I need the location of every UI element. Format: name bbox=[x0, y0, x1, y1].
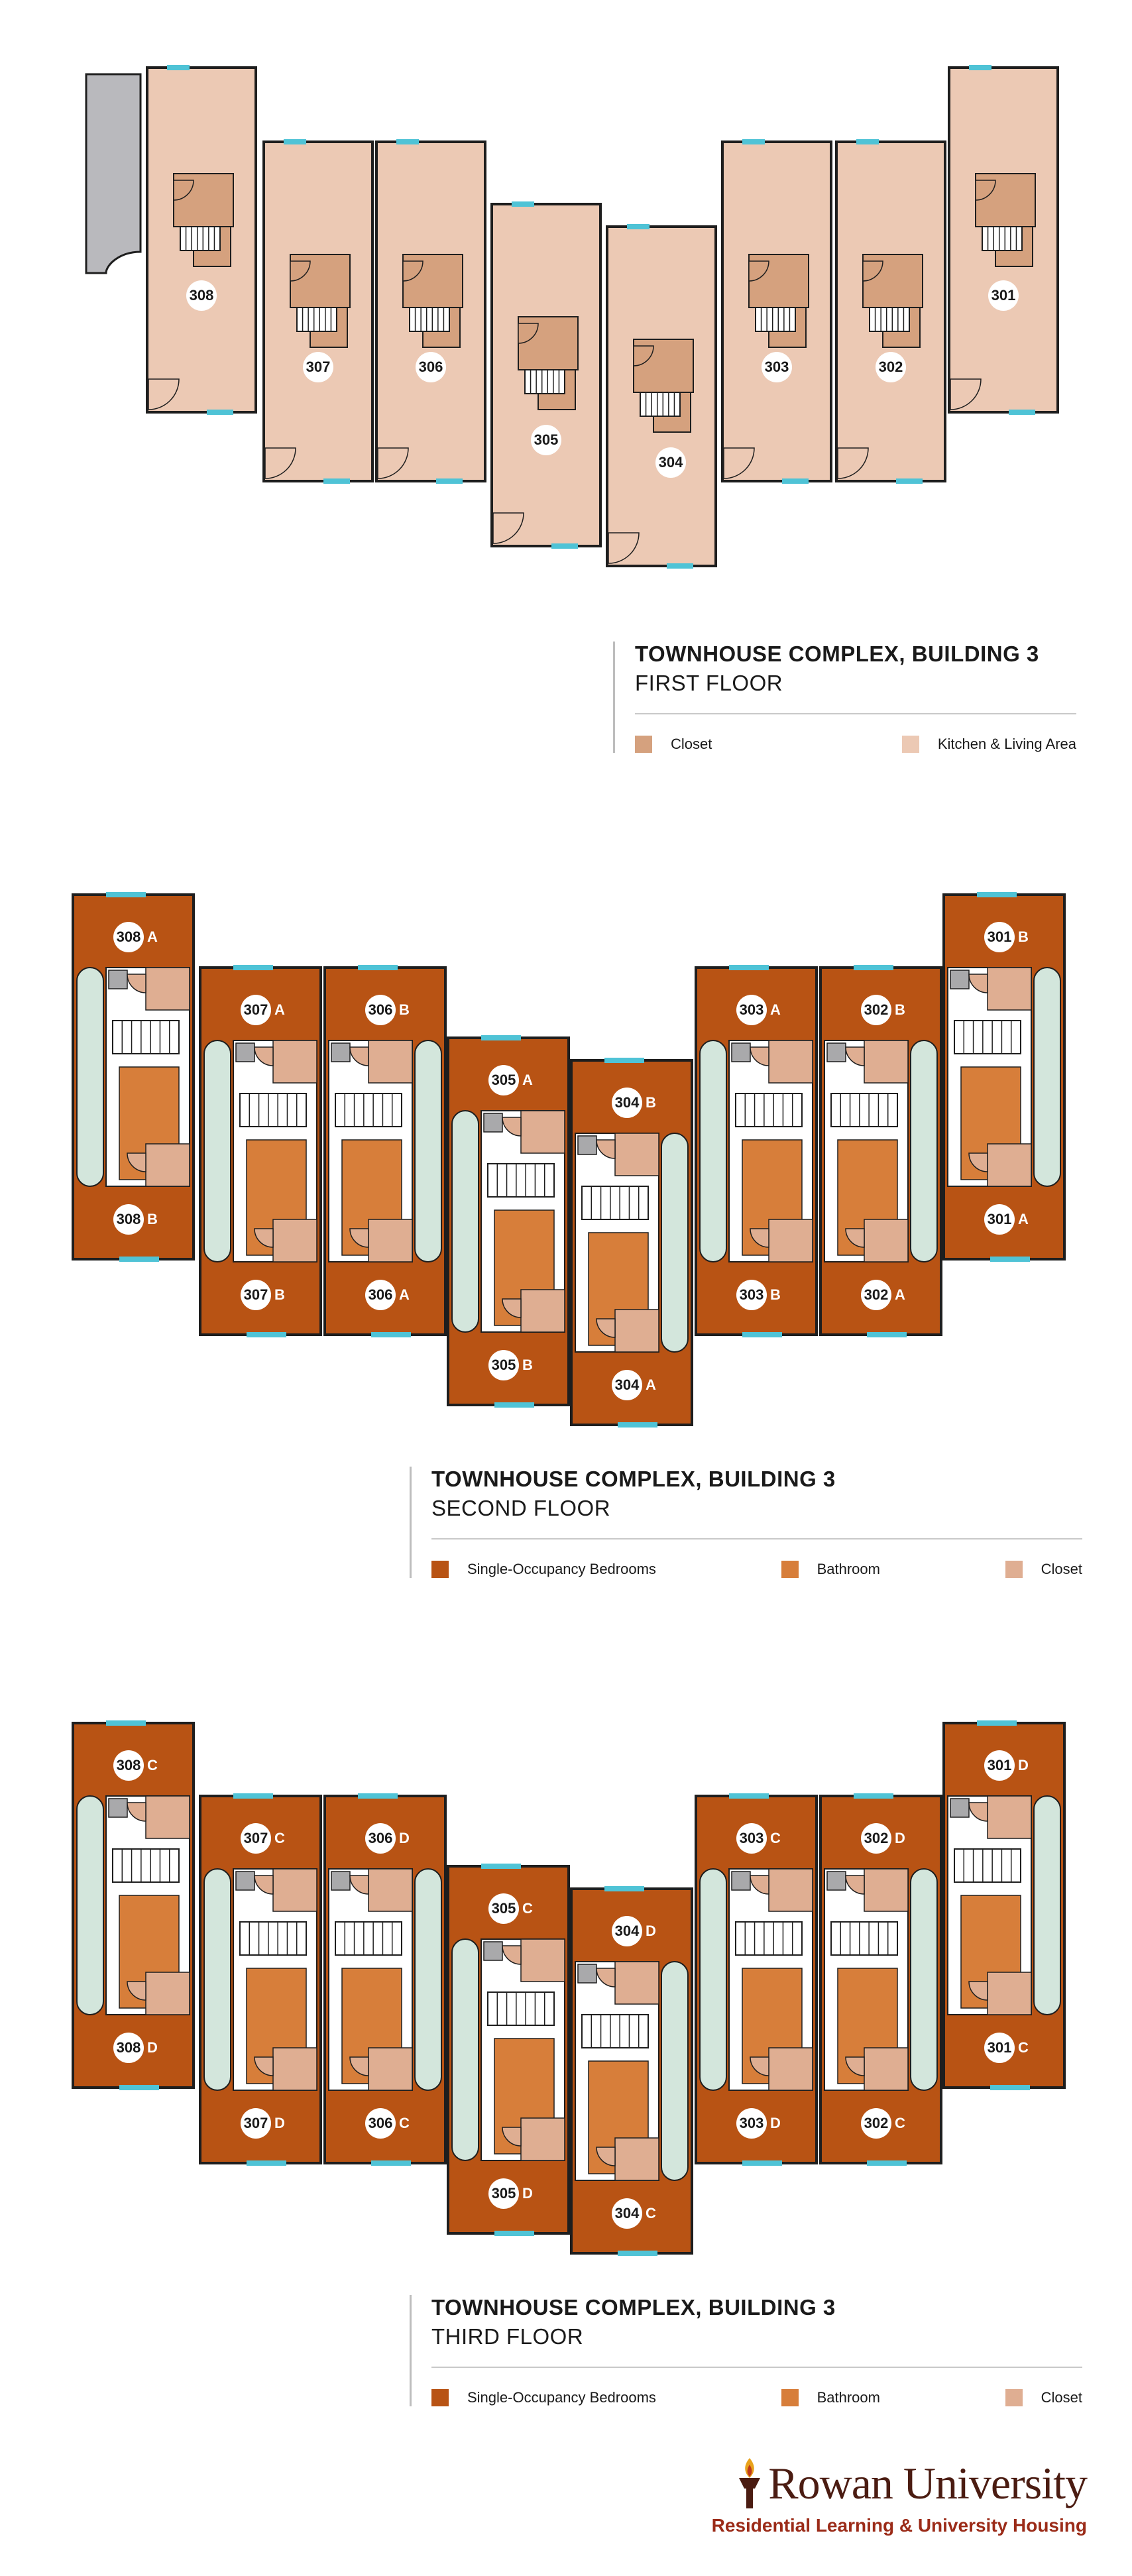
bedroom-letter: D bbox=[147, 2039, 158, 2056]
second-floor-subtitle: SECOND FLOOR bbox=[431, 1496, 611, 1520]
window bbox=[977, 1720, 1017, 1726]
room-number: 305 bbox=[534, 431, 559, 448]
window bbox=[990, 1257, 1030, 1262]
window bbox=[323, 478, 350, 484]
mechanical bbox=[827, 1872, 846, 1890]
bedroom-letter: B bbox=[646, 1094, 656, 1111]
legend-item-bathroom bbox=[781, 2389, 880, 2406]
closet bbox=[615, 1310, 659, 1352]
room-number: 306 bbox=[368, 1286, 393, 1303]
bathroom-swatch bbox=[781, 2389, 799, 2406]
bedroom-swatch bbox=[431, 1561, 449, 1578]
third-floor-caption bbox=[410, 2295, 1082, 2406]
window bbox=[481, 1864, 521, 1869]
legend-label: Bathroom bbox=[817, 2389, 880, 2406]
closet bbox=[368, 1040, 412, 1083]
third-floor-rule bbox=[431, 2367, 1082, 2368]
window bbox=[106, 892, 146, 897]
first-floor-caption bbox=[613, 642, 1076, 753]
closet bbox=[769, 1040, 813, 1083]
third-floor-drawing bbox=[0, 1710, 1132, 2267]
bedroom-letter: C bbox=[770, 1830, 781, 1846]
mechanical bbox=[950, 970, 969, 989]
closet bbox=[368, 2048, 412, 2090]
bedroom-letter: C bbox=[147, 1757, 158, 1773]
room-number: 307 bbox=[306, 359, 331, 375]
bedroom-letter: D bbox=[895, 1830, 905, 1846]
legend-item-bathroom bbox=[781, 1561, 880, 1578]
window bbox=[1009, 410, 1035, 415]
corridor bbox=[1034, 968, 1060, 1186]
window bbox=[604, 1058, 644, 1063]
first-floor-plan bbox=[0, 0, 1132, 596]
room-number: 304 bbox=[658, 454, 683, 471]
mechanical bbox=[484, 1113, 502, 1132]
corridor bbox=[911, 1040, 937, 1262]
window bbox=[371, 2160, 411, 2166]
room-number: 305 bbox=[491, 2185, 516, 2202]
room-number: 308 bbox=[189, 287, 214, 304]
window bbox=[371, 1332, 411, 1337]
mechanical bbox=[578, 1964, 596, 1983]
closet bbox=[615, 2138, 659, 2180]
legend-item-bedrooms bbox=[431, 1561, 656, 1578]
legend-label: Closet bbox=[1041, 2389, 1082, 2406]
mechanical bbox=[578, 1136, 596, 1154]
first-floor-title: TOWNHOUSE COMPLEX, BUILDING 3 bbox=[635, 642, 1039, 666]
window bbox=[856, 139, 879, 144]
legend-item-kitchen bbox=[902, 736, 1076, 753]
window bbox=[854, 1793, 893, 1799]
window bbox=[358, 1793, 398, 1799]
first-floor-legend bbox=[635, 736, 1076, 753]
corridor bbox=[911, 1869, 937, 2090]
corridor bbox=[700, 1040, 726, 1262]
closet bbox=[146, 1796, 190, 1838]
window bbox=[867, 1332, 907, 1337]
room-number: 307 bbox=[243, 1001, 268, 1018]
window bbox=[977, 892, 1017, 897]
bedroom-letter: A bbox=[770, 1001, 781, 1018]
room-number: 304 bbox=[614, 1094, 640, 1111]
window bbox=[742, 139, 765, 144]
room-number: 307 bbox=[243, 1286, 268, 1303]
room-number: 302 bbox=[878, 359, 903, 375]
room-number: 302 bbox=[864, 2115, 889, 2131]
window bbox=[782, 478, 809, 484]
window bbox=[854, 965, 893, 970]
window bbox=[618, 2251, 657, 2256]
window bbox=[627, 224, 650, 229]
closet bbox=[273, 2048, 317, 2090]
bedroom-letter: C bbox=[274, 1830, 285, 1846]
window bbox=[233, 965, 273, 970]
corridor bbox=[1034, 1796, 1060, 2015]
legend-item-closet bbox=[1005, 1561, 1082, 1578]
corridor bbox=[415, 1040, 441, 1262]
closet bbox=[988, 968, 1031, 1010]
legend-label: Closet bbox=[1041, 1561, 1082, 1577]
closet bbox=[521, 2118, 565, 2160]
bedroom-letter: D bbox=[1018, 1757, 1029, 1773]
room-number: 301 bbox=[987, 1211, 1012, 1227]
bedroom-swatch bbox=[431, 2389, 449, 2406]
closet-swatch bbox=[635, 736, 652, 753]
legend-item-closet bbox=[1005, 2389, 1082, 2406]
room-number: 304 bbox=[614, 1376, 640, 1393]
second-floor-drawing bbox=[0, 881, 1132, 1438]
window bbox=[106, 1720, 146, 1726]
bedroom-letter: A bbox=[274, 1001, 285, 1018]
window bbox=[867, 2160, 907, 2166]
closet bbox=[521, 1939, 565, 1982]
bedroom-letter: D bbox=[399, 1830, 410, 1846]
corridor bbox=[700, 1869, 726, 2090]
bedroom-letter: B bbox=[399, 1001, 410, 1018]
window bbox=[494, 1402, 534, 1408]
window bbox=[358, 965, 398, 970]
closet bbox=[521, 1111, 565, 1153]
window bbox=[896, 478, 923, 484]
bedroom-letter: B bbox=[147, 1211, 158, 1227]
legend-label: Single-Occupancy Bedrooms bbox=[467, 1561, 656, 1577]
closet bbox=[864, 2048, 908, 2090]
bedroom-letter: B bbox=[770, 1286, 781, 1303]
legend-item-bedrooms bbox=[431, 2389, 656, 2406]
closet bbox=[769, 2048, 813, 2090]
legend-label: Single-Occupancy Bedrooms bbox=[467, 2389, 656, 2406]
window bbox=[742, 1332, 782, 1337]
legend-item-closet bbox=[635, 736, 712, 753]
second-floor-plan bbox=[0, 881, 1132, 1438]
window bbox=[729, 965, 769, 970]
bedroom-letter: C bbox=[646, 2205, 656, 2221]
window bbox=[604, 1886, 644, 1891]
closet bbox=[988, 1144, 1031, 1186]
bedroom-letter: A bbox=[646, 1376, 656, 1393]
bedroom-letter: A bbox=[399, 1286, 410, 1303]
room-number: 303 bbox=[739, 1830, 764, 1846]
room-number: 303 bbox=[739, 2115, 764, 2131]
bedroom-letter: D bbox=[646, 1923, 656, 1939]
corridor bbox=[77, 1796, 103, 2015]
closet bbox=[273, 1869, 317, 1911]
mechanical bbox=[827, 1043, 846, 1062]
room-number: 305 bbox=[491, 1072, 516, 1088]
corridor bbox=[204, 1040, 231, 1262]
bedroom-letter: C bbox=[1018, 2039, 1029, 2056]
closet bbox=[864, 1219, 908, 1262]
window bbox=[119, 2085, 159, 2090]
closet bbox=[146, 1972, 190, 2015]
corridor bbox=[415, 1869, 441, 2090]
bedroom-letter: D bbox=[522, 2185, 533, 2202]
legend-label: Kitchen & Living Area bbox=[937, 736, 1076, 752]
corridor bbox=[77, 968, 103, 1186]
room-number: 308 bbox=[116, 1211, 141, 1227]
bedroom-letter: B bbox=[522, 1357, 533, 1373]
third-floor-subtitle: THIRD FLOOR bbox=[431, 2324, 584, 2349]
closet bbox=[368, 1869, 412, 1911]
room-number: 308 bbox=[116, 1757, 141, 1773]
window bbox=[481, 1035, 521, 1040]
first-floor-drawing bbox=[0, 0, 1132, 596]
second-floor-title: TOWNHOUSE COMPLEX, BUILDING 3 bbox=[431, 1467, 836, 1491]
university-name: Rowan University bbox=[768, 2457, 1087, 2508]
closet bbox=[769, 1219, 813, 1262]
window bbox=[247, 1332, 286, 1337]
window bbox=[396, 139, 419, 144]
closet bbox=[988, 1796, 1031, 1838]
window bbox=[284, 139, 306, 144]
mechanical bbox=[109, 970, 127, 989]
window bbox=[990, 2085, 1030, 2090]
window bbox=[512, 201, 534, 207]
closet bbox=[988, 1972, 1031, 2015]
legend-label: Closet bbox=[671, 736, 712, 752]
second-floor-caption bbox=[410, 1467, 1082, 1578]
window bbox=[119, 1257, 159, 1262]
bedroom-letter: C bbox=[895, 2115, 905, 2131]
window bbox=[436, 478, 463, 484]
closet-swatch bbox=[1005, 1561, 1023, 1578]
bedroom-letter: C bbox=[399, 2115, 410, 2131]
corridor bbox=[661, 1962, 688, 2180]
bedroom-letter: A bbox=[1018, 1211, 1029, 1227]
mechanical bbox=[732, 1872, 750, 1890]
mechanical bbox=[484, 1942, 502, 1960]
mechanical bbox=[950, 1799, 969, 1817]
closet bbox=[146, 968, 190, 1010]
closet-swatch bbox=[1005, 2389, 1023, 2406]
department-name: Residential Learning & University Housing bbox=[711, 2515, 1087, 2536]
garage bbox=[86, 74, 141, 273]
bedroom-letter: D bbox=[274, 2115, 285, 2131]
room-number: 308 bbox=[116, 2039, 141, 2056]
window bbox=[167, 65, 190, 70]
room-number: 301 bbox=[987, 1757, 1012, 1773]
room-number: 302 bbox=[864, 1001, 889, 1018]
window bbox=[494, 2231, 534, 2236]
closet bbox=[368, 1219, 412, 1262]
bedroom-letter: A bbox=[522, 1072, 533, 1088]
bedroom-letter: C bbox=[522, 1900, 533, 1917]
closet bbox=[769, 1869, 813, 1911]
room-number: 304 bbox=[614, 2205, 640, 2221]
closet bbox=[615, 1133, 659, 1176]
closet bbox=[273, 1040, 317, 1083]
room-number: 305 bbox=[491, 1357, 516, 1373]
bedroom-letter: B bbox=[1018, 928, 1029, 945]
mechanical bbox=[331, 1043, 350, 1062]
room-number: 303 bbox=[764, 359, 789, 375]
room-number: 301 bbox=[991, 287, 1016, 304]
bedroom-letter: A bbox=[147, 928, 158, 945]
room-number: 305 bbox=[491, 1900, 516, 1917]
third-floor-title: TOWNHOUSE COMPLEX, BUILDING 3 bbox=[431, 2295, 836, 2320]
room-number: 306 bbox=[368, 1830, 393, 1846]
closet bbox=[615, 1962, 659, 2004]
bedroom-letter: B bbox=[274, 1286, 285, 1303]
window bbox=[207, 410, 233, 415]
mechanical bbox=[732, 1043, 750, 1062]
legend-label: Bathroom bbox=[817, 1561, 880, 1577]
corridor bbox=[452, 1939, 479, 2160]
room-number: 301 bbox=[987, 2039, 1012, 2056]
closet bbox=[864, 1040, 908, 1083]
second-floor-rule bbox=[431, 1538, 1082, 1540]
mechanical bbox=[109, 1799, 127, 1817]
closet bbox=[521, 1290, 565, 1332]
closet bbox=[864, 1869, 908, 1911]
corridor bbox=[661, 1133, 688, 1352]
window bbox=[969, 65, 991, 70]
room-number: 307 bbox=[243, 1830, 268, 1846]
window bbox=[233, 1793, 273, 1799]
bathroom-swatch bbox=[781, 1561, 799, 1578]
first-floor-subtitle: FIRST FLOOR bbox=[635, 671, 783, 695]
room-number: 302 bbox=[864, 1286, 889, 1303]
window bbox=[729, 1793, 769, 1799]
room-number: 304 bbox=[614, 1923, 640, 1939]
corridor bbox=[452, 1111, 479, 1332]
bedroom-letter: D bbox=[770, 2115, 781, 2131]
torch-icon bbox=[731, 2455, 768, 2511]
kitchen-swatch bbox=[902, 736, 919, 753]
bedroom-letter: A bbox=[895, 1286, 905, 1303]
closet bbox=[273, 1219, 317, 1262]
window bbox=[667, 563, 693, 569]
room-number: 306 bbox=[368, 1001, 393, 1018]
room-number: 306 bbox=[418, 359, 443, 375]
first-floor-rule bbox=[635, 713, 1076, 714]
bedroom-letter: B bbox=[895, 1001, 905, 1018]
window bbox=[247, 2160, 286, 2166]
room-number: 308 bbox=[116, 928, 141, 945]
third-floor-plan bbox=[0, 1710, 1132, 2267]
room-number: 302 bbox=[864, 1830, 889, 1846]
mechanical bbox=[236, 1043, 255, 1062]
mechanical bbox=[331, 1872, 350, 1890]
mechanical bbox=[236, 1872, 255, 1890]
room-number: 303 bbox=[739, 1001, 764, 1018]
rowan-logo bbox=[712, 2455, 1087, 2536]
room-number: 307 bbox=[243, 2115, 268, 2131]
closet bbox=[146, 1144, 190, 1186]
third-floor-legend bbox=[431, 2389, 1082, 2406]
window bbox=[618, 1422, 657, 1428]
room-number: 306 bbox=[368, 2115, 393, 2131]
window bbox=[742, 2160, 782, 2166]
logo-row bbox=[712, 2455, 1087, 2511]
corridor bbox=[204, 1869, 231, 2090]
window bbox=[551, 543, 578, 549]
second-floor-legend bbox=[431, 1561, 1082, 1578]
room-number: 301 bbox=[987, 928, 1012, 945]
room-number: 303 bbox=[739, 1286, 764, 1303]
